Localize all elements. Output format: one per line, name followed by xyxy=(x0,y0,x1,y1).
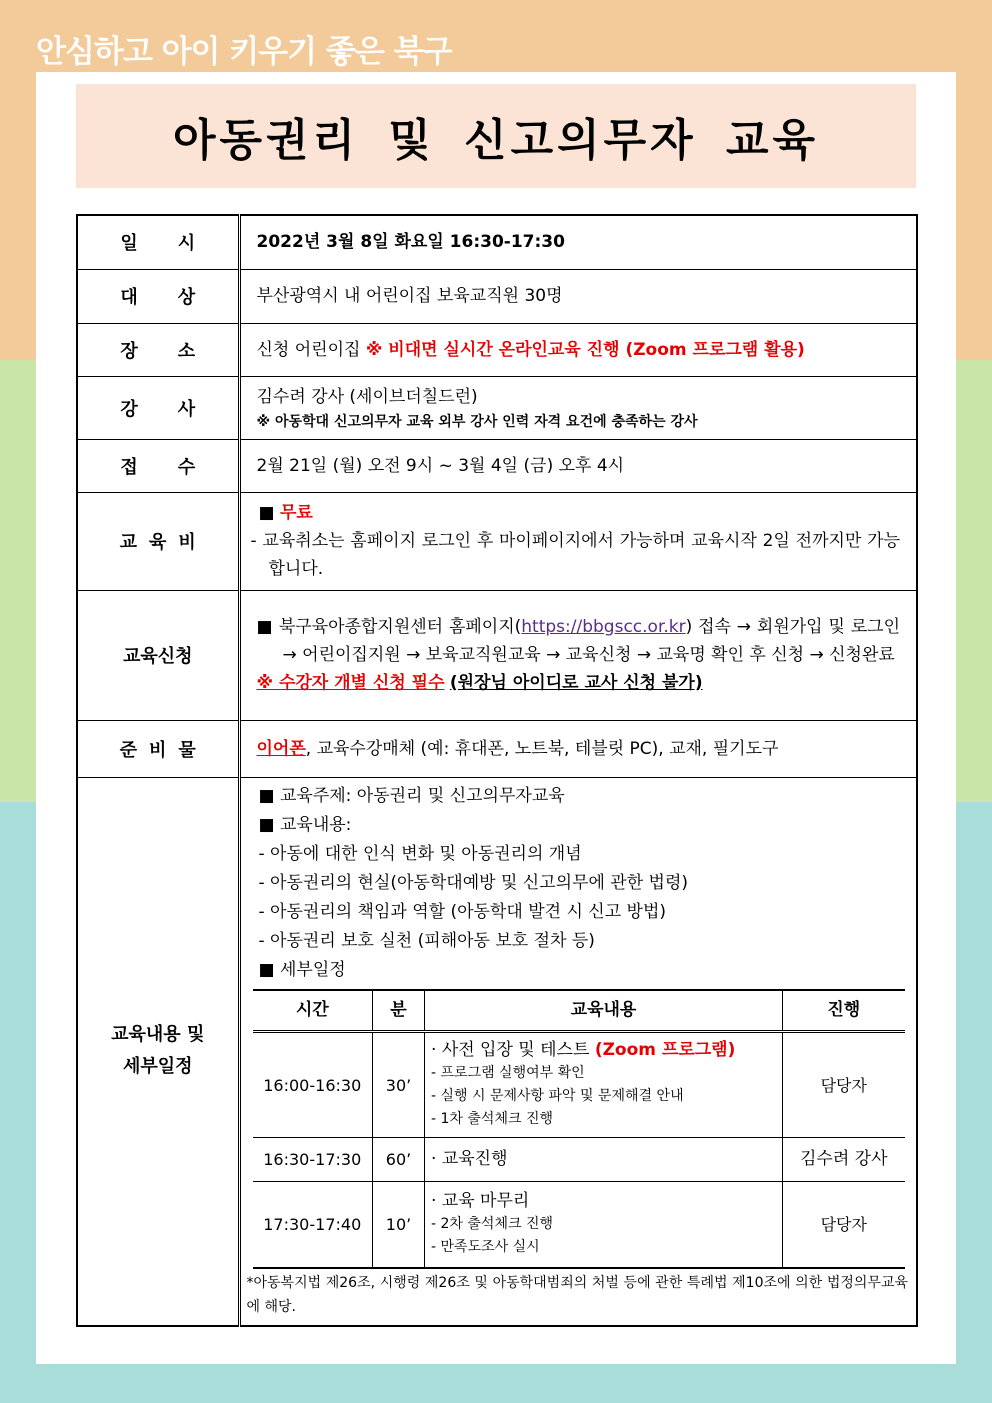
label-reception: 접수 xyxy=(77,439,239,492)
schedule-heading: ■ 세부일정 xyxy=(258,959,346,980)
bullet-square-icon: ■ xyxy=(258,959,280,980)
schedule-host: 담당자 xyxy=(783,1182,905,1268)
page-title: 아동권리 및 신고의무자 교육 xyxy=(172,115,819,166)
label-lecturer: 강사 xyxy=(77,376,239,439)
content-topic: ■ 교육주제: 아동권리 및 신고의무자교육 xyxy=(258,785,565,806)
content-item: - 아동권리의 책임과 역할 (아동학대 발견 시 신고 방법) xyxy=(258,901,666,922)
row-prep xyxy=(77,720,917,777)
schedule-time: 17:30-17:40 xyxy=(253,1182,373,1268)
schedule-row xyxy=(253,1138,905,1182)
slogan: 안심하고 아이 키우기 좋은 북구 xyxy=(36,34,452,70)
schedule-content: · 교육 마무리 - 2차 출석체크 진행 - 만족도조사 실시 xyxy=(425,1182,783,1268)
apply-steps: ■ 북구육아종합지원센터 홈페이지(https://bbgscc.or.kr) 접속 → 회원가입 및 로그인 → 어린이집지원 → 보육교직원교육 → 교육신청 → 교육명 확인 후 신청 → 신청완료 xyxy=(256,617,900,665)
value-content xyxy=(239,777,917,1326)
title-box xyxy=(76,84,916,188)
row-place xyxy=(77,323,917,376)
row-lecturer xyxy=(77,376,917,439)
schedule-header-row xyxy=(253,990,905,1032)
schedule-content: · 교육진행 xyxy=(425,1138,783,1182)
label-fee: 교육비 xyxy=(77,492,239,590)
fee-note: - 교육취소는 홈페이지 로그인 후 마이페이지에서 가능하며 교육시작 2일 전까지만 가능합니다. xyxy=(250,531,900,579)
row-content xyxy=(77,777,917,1326)
label-content: 교육내용 및 세부일정 xyxy=(77,777,239,1326)
footnote: *아동복지법 제26조, 시행령 제26조 및 아동학대범죄의 처벌 등에 관한 특례법 제10조에 의한 법정의무교육에 해당. xyxy=(246,1274,908,1315)
bullet-square-icon: ■ xyxy=(256,617,279,637)
bullet-square-icon: ■ xyxy=(258,503,280,523)
value-apply xyxy=(239,590,917,720)
value-date: 2022년 3월 8일 화요일 16:30-17:30 xyxy=(239,215,917,269)
schedule-minutes: 60’ xyxy=(373,1138,425,1182)
schedule-minutes: 30’ xyxy=(373,1032,425,1138)
header-host: 진행 xyxy=(783,990,905,1032)
header-time: 시간 xyxy=(253,990,373,1032)
schedule-table xyxy=(253,989,905,1269)
label-prep: 준비물 xyxy=(77,720,239,777)
value-reception: 2월 21일 (월) 오전 9시 ~ 3월 4일 (금) 오후 4시 xyxy=(239,439,917,492)
header-minutes: 분 xyxy=(373,990,425,1032)
label-target: 대상 xyxy=(77,269,239,323)
schedule-time: 16:30-17:30 xyxy=(253,1138,373,1182)
value-place xyxy=(239,323,917,376)
homepage-link[interactable]: https://bbgscc.or.kr xyxy=(521,617,686,637)
content-item: - 아동권리의 현실(아동학대예방 및 신고의무에 관한 법령) xyxy=(258,872,689,893)
content-item: - 아동에 대한 인식 변화 및 아동권리의 개념 xyxy=(258,843,582,864)
schedule-host: 김수려 강사 xyxy=(783,1138,905,1182)
row-reception xyxy=(77,439,917,492)
bullet-square-icon: ■ xyxy=(258,814,280,835)
prep-rest: , 교육수강매체 (예: 휴대폰, 노트북, 테블릿 PC), 교재, 필기도구 xyxy=(305,738,779,759)
label-apply: 교육신청 xyxy=(77,590,239,720)
prep-highlight: 이어폰 xyxy=(256,738,306,759)
value-target: 부산광역시 내 어린이집 보육교직원 30명 xyxy=(239,269,917,323)
schedule-time: 16:00-16:30 xyxy=(253,1032,373,1138)
value-fee xyxy=(239,492,917,590)
label-place: 장소 xyxy=(77,323,239,376)
apply-warning: ※ 수강자 개별 신청 필수 (원장님 아이디로 교사 신청 불가) xyxy=(256,673,703,693)
content-heading: ■ 교육내용: xyxy=(258,814,352,835)
schedule-content: · 사전 입장 및 테스트 (Zoom 프로그램) - 프로그램 실행여부 확인 - 실행 시 문제사항 파악 및 문제해결 안내 - 1차 출석체크 진행 xyxy=(425,1032,783,1138)
lecturer-note: ※ 아동학대 신고의무자 교육 외부 강사 인력 자격 요건에 충족하는 강사 xyxy=(256,413,698,430)
schedule-minutes: 10’ xyxy=(373,1182,425,1268)
place-note: ※ 비대면 실시간 온라인교육 진행 (Zoom 프로그램 활용) xyxy=(365,339,805,360)
label-date: 일시 xyxy=(77,215,239,269)
info-table xyxy=(76,214,918,1327)
value-prep xyxy=(239,720,917,777)
place-value: 신청 어린이집 xyxy=(256,339,361,360)
row-fee xyxy=(77,492,917,590)
lecturer-name: 김수려 강사 (세이브더칠드런) xyxy=(256,386,478,407)
fee-free: 무료 xyxy=(279,503,313,523)
header-content: 교육내용 xyxy=(425,990,783,1032)
bullet-square-icon: ■ xyxy=(258,785,280,806)
content-item: - 아동권리 보호 실천 (피해아동 보호 절차 등) xyxy=(258,930,595,951)
schedule-row xyxy=(253,1182,905,1268)
schedule-host: 담당자 xyxy=(783,1032,905,1138)
value-lecturer xyxy=(239,376,917,439)
schedule-row xyxy=(253,1032,905,1138)
row-apply xyxy=(77,590,917,720)
row-date xyxy=(77,215,917,269)
row-target xyxy=(77,269,917,323)
